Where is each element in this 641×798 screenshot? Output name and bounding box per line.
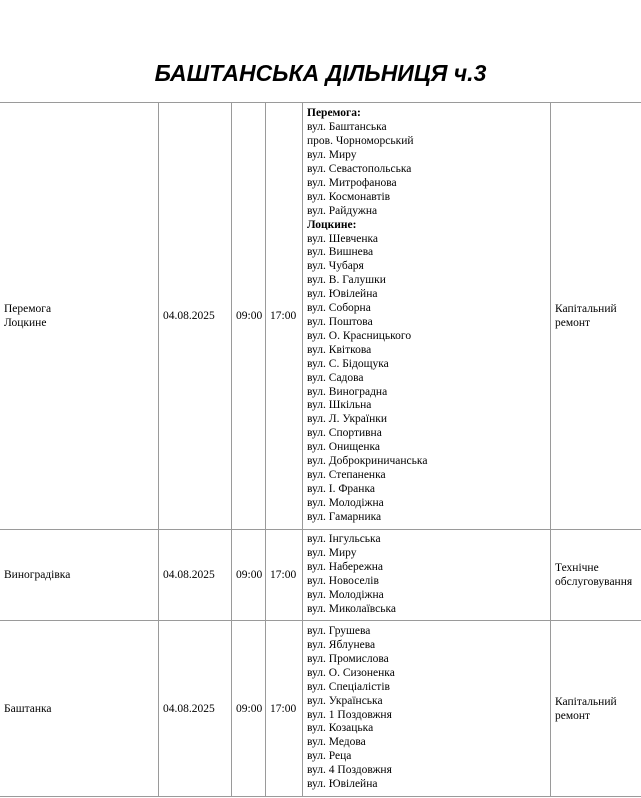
work-type-cell: [551, 530, 641, 621]
street-item: вул. Садова: [307, 371, 364, 384]
street-item: вул. Грушева: [307, 625, 371, 638]
date-cell: 04.08.2025: [159, 530, 232, 621]
street-item: вул. 1 Поздовжня: [307, 708, 392, 721]
street-item: вул. Севастопольська: [307, 163, 412, 176]
street-item: вул. Поштова: [307, 316, 373, 328]
streets-cell: [303, 530, 551, 621]
work-type-text: Капітальний: [555, 303, 617, 315]
street-item: вул. Набережна: [307, 561, 384, 574]
work-type-text: Капітальний: [555, 695, 617, 708]
work-type-cell: [551, 621, 641, 797]
end-time-cell: 17:00: [266, 621, 303, 797]
work-type-cell: [551, 103, 641, 530]
street-item: вул. 4 Поздовжня: [307, 764, 392, 777]
work-type-text: Технічне: [555, 562, 599, 574]
street-item: вул. І. Франка: [307, 482, 375, 495]
street-item: вул. Промислова: [307, 652, 389, 665]
streets-cell: [303, 621, 551, 797]
street-item: вул. Доброкриничанська: [307, 455, 428, 468]
street-item: вул. Спортивна: [307, 427, 382, 440]
street-item: вул. О. Сизоненка: [307, 666, 395, 679]
street-item: вул. В. Галушки: [307, 274, 386, 287]
street-item: вул. Миру: [307, 547, 357, 560]
street-item: вул. Реца: [307, 750, 352, 763]
street-item: вул. Квіткова: [307, 343, 372, 356]
start-time-cell: 09:00: [232, 530, 266, 621]
street-item: вул. Вишнева: [307, 246, 374, 259]
street-item: вул. Миколаївська: [307, 602, 397, 615]
street-item: вул. Баштанська: [307, 121, 387, 134]
street-item: вул. Медова: [307, 736, 366, 749]
date-cell: 04.08.2025: [159, 621, 232, 797]
street-item: вул. Миру: [307, 149, 357, 162]
street-item: вул. Соборна: [307, 302, 371, 315]
work-type-text: ремонт: [555, 317, 591, 329]
street-item: вул. Ювілейна: [307, 288, 378, 301]
street-item: вул. Митрофанова: [307, 176, 397, 189]
street-item: вул. Козацька: [307, 722, 374, 735]
end-time-cell: 17:00: [266, 103, 303, 530]
street-item: вул. Яблунева: [307, 638, 376, 651]
start-time-cell: 09:00: [232, 621, 266, 797]
street-item: вул. Онищенка: [307, 441, 381, 454]
outage-schedule-table: [0, 102, 641, 797]
end-time-cell: 17:00: [266, 530, 303, 621]
table-row: [0, 530, 641, 621]
streets-cell: [303, 103, 551, 530]
table-row: [0, 103, 641, 530]
street-item: вул. Ювілейна: [307, 778, 378, 791]
locality-cell: [0, 621, 159, 797]
table-row: [0, 621, 641, 797]
street-item: пров. Чорноморський: [307, 135, 414, 148]
street-item: вул. Гамарника: [307, 510, 382, 523]
street-item: вул. Космонавтів: [307, 190, 391, 203]
locality-name: Перемога: [4, 303, 52, 315]
street-item: вул. Виноградна: [307, 385, 388, 398]
date-cell: 04.08.2025: [159, 103, 232, 530]
work-type-text: ремонт: [555, 709, 591, 722]
street-item: вул. Спеціалістів: [307, 680, 390, 693]
locality-name: Виноградівка: [4, 569, 71, 581]
street-item: вул. Райдужна: [307, 204, 378, 217]
street-item: вул. Інгульська: [307, 533, 381, 546]
locality-name: Баштанка: [4, 702, 52, 715]
locality-cell: [0, 530, 159, 621]
street-item: вул. Новоселів: [307, 575, 379, 587]
street-item: вул. С. Бідощука: [307, 357, 389, 370]
work-type-text: обслуговування: [555, 576, 633, 588]
street-item: вул. Молодіжна: [307, 496, 384, 509]
street-item: вул. Чубаря: [307, 260, 364, 273]
street-item: вул. Шкільна: [307, 399, 372, 412]
street-item: вул. Шевченка: [307, 232, 379, 245]
street-item: вул. Степаненка: [307, 468, 386, 481]
street-item: вул. Українська: [307, 694, 383, 707]
locality-name: Лоцкине: [4, 317, 47, 329]
start-time-cell: 09:00: [232, 103, 266, 530]
street-group-header: Лоцкине:: [307, 218, 357, 231]
street-item: вул. Л. Українки: [307, 413, 387, 426]
street-group-header: Перемога:: [307, 107, 361, 120]
page-title: БАШТАНСЬКА ДІЛЬНИЦЯ ч.3: [154, 60, 487, 86]
street-item: вул. Молодіжна: [307, 588, 384, 601]
street-item: вул. О. Красницького: [307, 329, 412, 342]
locality-cell: [0, 103, 159, 530]
